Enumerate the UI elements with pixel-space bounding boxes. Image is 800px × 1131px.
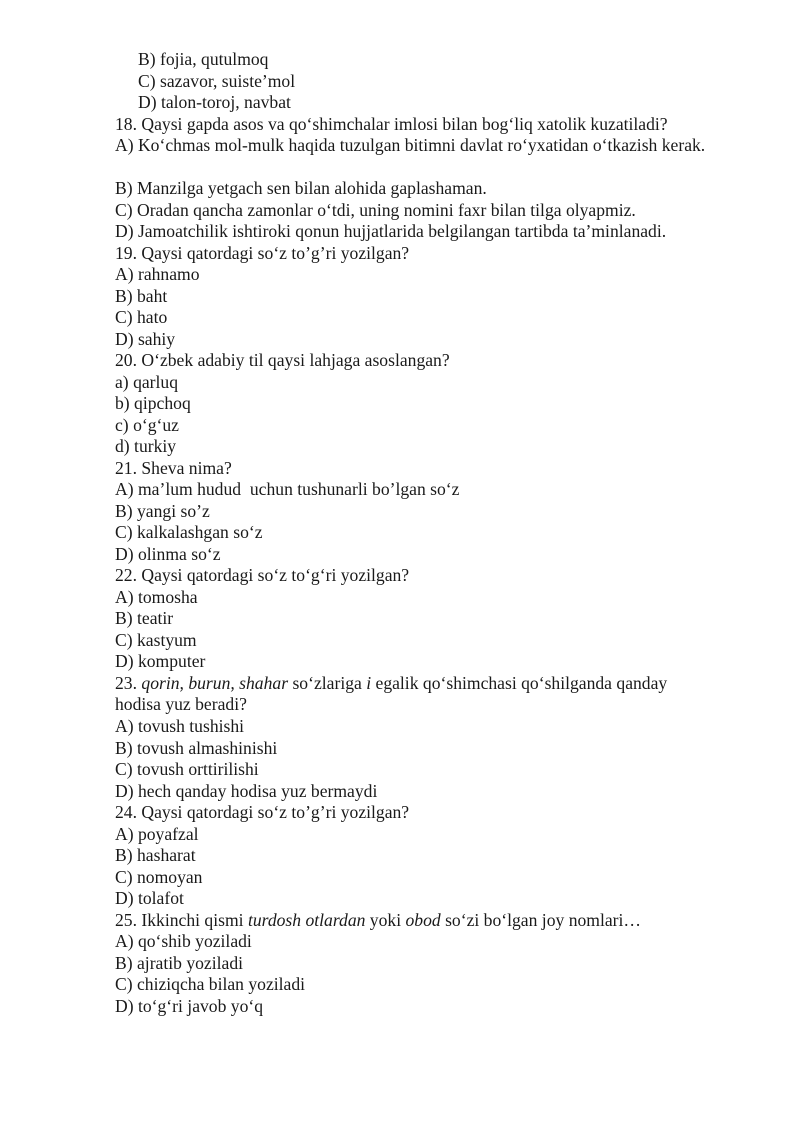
q22-option-b: B) teatir bbox=[115, 608, 174, 628]
q21-option-d: D) olinma so‘z bbox=[115, 543, 221, 564]
prev-option-b: B) fojia, qutulmoq bbox=[138, 49, 269, 69]
question-25 bbox=[115, 910, 715, 932]
q23-option-b: B) tovush almashinishi bbox=[115, 737, 278, 758]
q18-option-b: B) Manzilga yetgach sen bilan alohida gaplashaman. bbox=[115, 178, 487, 198]
q20-option-b: b) qipchoq bbox=[115, 393, 191, 413]
q19-option-c: C) hato bbox=[115, 307, 168, 327]
q25-mid: yoki bbox=[365, 909, 406, 930]
q19-option-b: B) baht bbox=[115, 285, 168, 306]
q22-option-c: C) kastyum bbox=[115, 629, 197, 650]
question-19: 19. Qaysi qatordagi so‘z to’g’ri yozilgan? bbox=[115, 242, 410, 263]
question-24: 24. Qaysi qatordagi so‘z to’g’ri yozilgan? bbox=[115, 802, 410, 822]
q23-words: qorin, burun, shahar bbox=[141, 672, 289, 693]
q23-option-a: A) tovush tushishi bbox=[115, 716, 245, 736]
q24-option-b: B) hasharat bbox=[115, 845, 196, 865]
q23-option-c: C) tovush orttirilishi bbox=[115, 759, 259, 779]
q23-number: 23. bbox=[115, 672, 137, 693]
q25-option-a: A) qo‘shib yoziladi bbox=[115, 931, 252, 951]
q25-rest: so‘zi bo‘lgan joy nomlari… bbox=[440, 909, 642, 930]
q19-option-d: D) sahiy bbox=[115, 328, 176, 349]
q21-option-c: C) kalkalashgan so‘z bbox=[115, 522, 263, 542]
question-18: 18. Qaysi gapda asos va qo‘shimchalar imlosi bilan bog‘liq xatolik kuzatiladi? bbox=[115, 113, 668, 134]
q23-rest: egalik qo‘shimchasi qo‘shilganda qanday hodisa yuz beradi? bbox=[115, 672, 668, 715]
q22-option-a: A) tomosha bbox=[115, 586, 198, 607]
q18-option-d: D) Jamoatchilik ishtiroki qonun hujjatlarida belgilangan tartibda ta’minlanadi. bbox=[115, 221, 667, 241]
question-20: 20. O‘zbek adabiy til qaysi lahjaga asoslangan? bbox=[115, 350, 450, 370]
q18-option-a: A) Ko‘chmas mol-mulk haqida tuzulgan bitimni davlat ro‘yxatidan o‘tkazish kerak. bbox=[115, 135, 706, 155]
q25-term-1: turdosh otlardan bbox=[247, 909, 366, 930]
q23-option-d: D) hech qanday hodisa yuz bermaydi bbox=[115, 780, 378, 801]
question-21: 21. Sheva nima? bbox=[115, 457, 232, 478]
q23-letter: i bbox=[366, 672, 372, 693]
q20-option-c: c) o‘g‘uz bbox=[115, 414, 179, 435]
prev-option-c: C) sazavor, suiste’mol bbox=[138, 70, 296, 91]
q25-option-c: C) chiziqcha bilan yoziladi bbox=[115, 974, 306, 994]
q20-option-a: a) qarluq bbox=[115, 371, 179, 392]
q19-option-a: A) rahnamo bbox=[115, 264, 200, 284]
question-23 bbox=[115, 673, 715, 716]
q24-option-a: A) poyafzal bbox=[115, 823, 199, 844]
q18-option-c: C) Oradan qancha zamonlar o‘tdi, uning nomini faxr bilan tilga olyapmiz. bbox=[115, 199, 636, 220]
q25-option-d: D) to‘g‘ri javob yo‘q bbox=[115, 995, 264, 1016]
q25-term-2: obod bbox=[405, 909, 441, 930]
q21-option-b: B) yangi so’z bbox=[115, 500, 210, 521]
q24-option-c: C) nomoyan bbox=[115, 866, 203, 887]
q22-option-d: D) komputer bbox=[115, 651, 206, 671]
q20-option-d: d) turkiy bbox=[115, 436, 177, 456]
q23-mid: so‘zlariga bbox=[288, 672, 367, 693]
q25-option-b: B) ajratib yoziladi bbox=[115, 952, 244, 973]
question-22: 22. Qaysi qatordagi so‘z to‘g‘ri yozilgan? bbox=[115, 565, 410, 585]
q21-option-a: A) ma’lum hudud uchun tushunarli bo’lgan so‘z bbox=[115, 479, 460, 499]
q24-option-d: D) tolafot bbox=[115, 888, 184, 908]
prev-option-d: D) talon-toroj, navbat bbox=[138, 92, 291, 112]
q25-prefix: 25. Ikkinchi qismi bbox=[115, 909, 248, 930]
